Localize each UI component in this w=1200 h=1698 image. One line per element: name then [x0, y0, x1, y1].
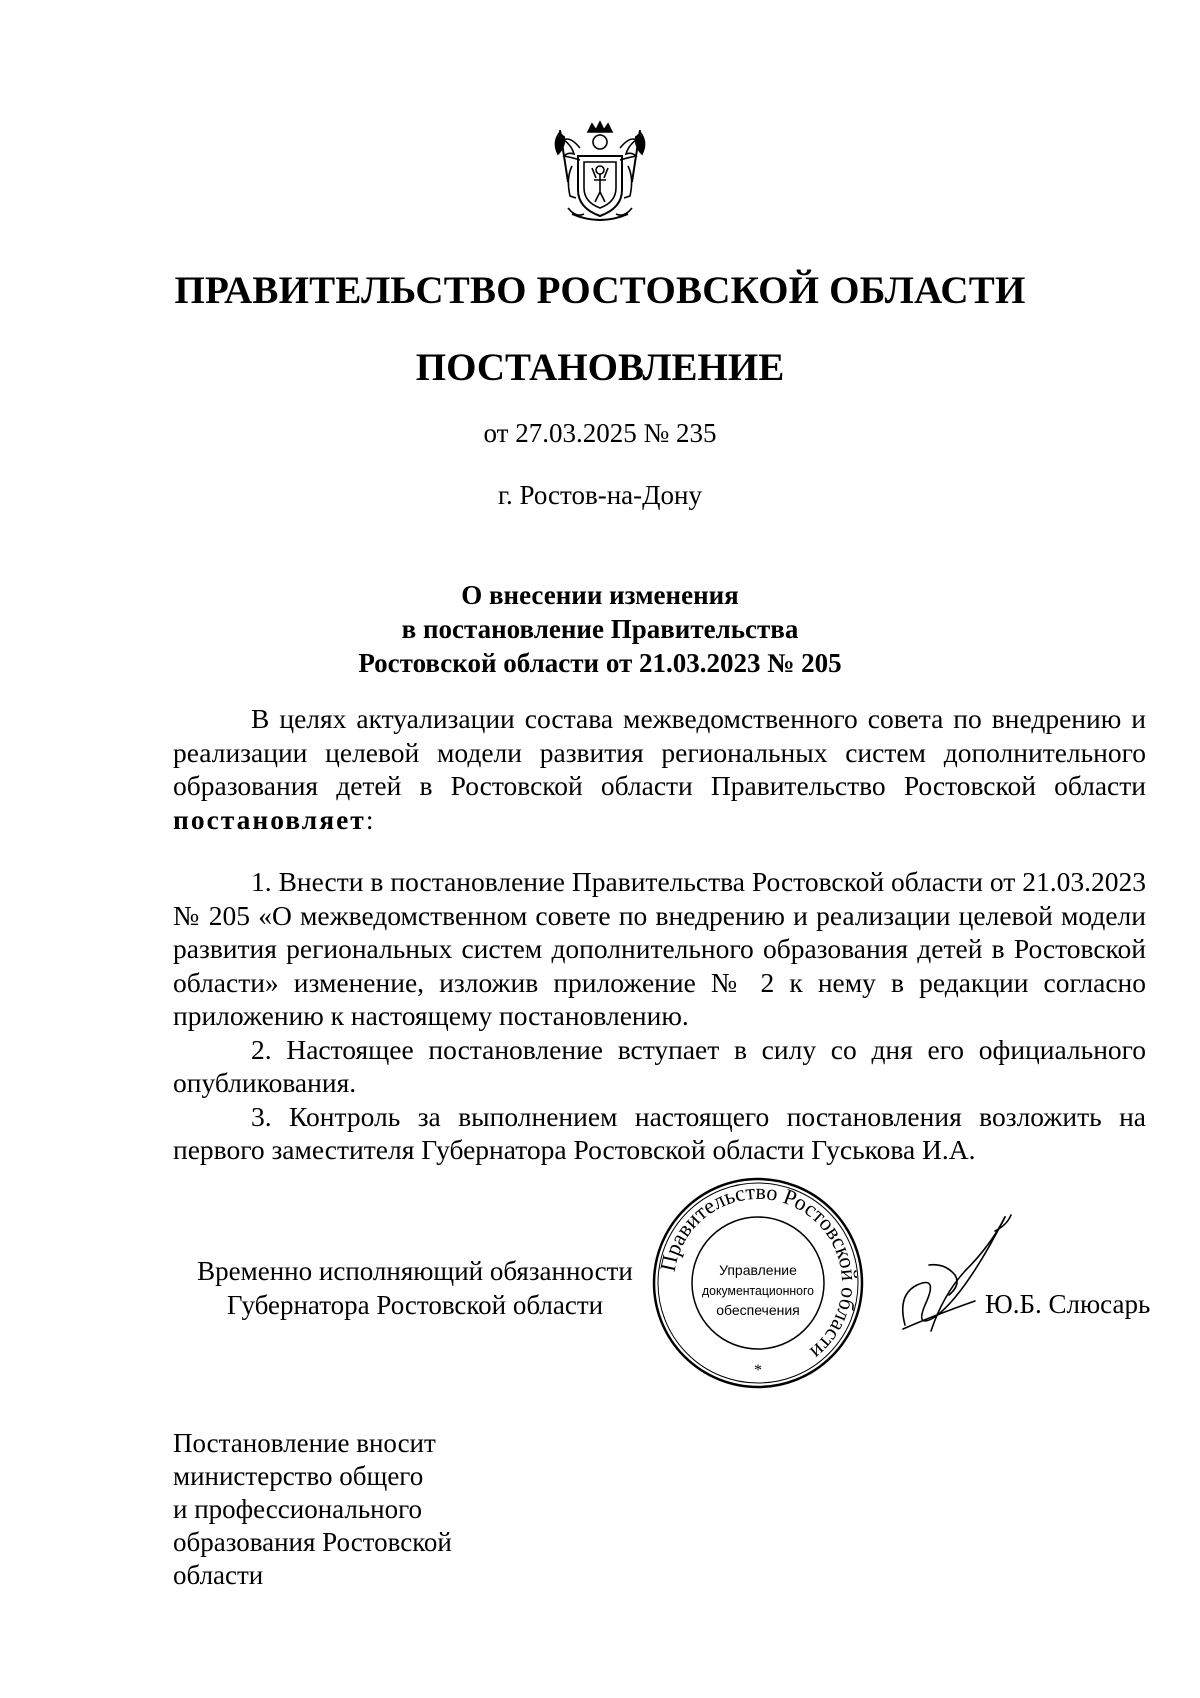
seal-inner-line: Управление	[719, 1262, 797, 1278]
submitter-line: образования Ростовской	[173, 1527, 452, 1557]
seal-star: *	[754, 1362, 762, 1379]
document-date: 27.03.2025	[515, 418, 637, 448]
handwritten-signature-icon	[895, 1205, 1015, 1345]
document-city: г. Ростов-на-Дону	[497, 480, 702, 510]
signatory-name: Ю.Б. Слюсарь	[985, 1289, 1151, 1319]
subject-line: в постановление Правительства	[401, 614, 799, 644]
subject-line: Ростовской области от 21.03.2023 № 205	[358, 648, 842, 678]
submitter-line: и профессионального	[173, 1494, 423, 1524]
preamble-text: В целях актуализации состава межведомственного совета по внедрению и реализации целевой модели развития региональных систем дополнительного образования детей в Ростовской области Правительство Ростовской области	[173, 703, 1146, 801]
organization-title: ПРАВИТЕЛЬСТВО РОСТОВСКОЙ ОБЛАСТИ	[174, 269, 1026, 312]
resolution-item: 1. Внести в постановление Правительства Ростовской области от 21.03.2023 № 205 «О межведомственном совете по внедрению и реализации целевой модели развития региональных систем дополнительного образования детей в Ростовской области» изменение, изложив приложение № 2 к нему в редакции согласно приложению к настоящему постановлению.	[173, 866, 1146, 1031]
number-sign: №	[636, 418, 676, 448]
preamble-paragraph	[173, 702, 1146, 836]
subject-line: О внесении изменения	[461, 580, 739, 610]
preamble-suffix: :	[365, 803, 374, 835]
document-type: ПОСТАНОВЛЕНИЕ	[415, 346, 785, 389]
submitter-note	[173, 1427, 452, 1592]
resolution-item: 3. Контроль за выполнением настоящего постановления возложить на первого заместителя Губернатора Ростовской области Гуськова И.А.	[173, 1100, 1146, 1165]
decision-word: постановляет	[173, 803, 366, 835]
document-subject	[0, 578, 1200, 680]
date-prefix: от	[483, 418, 516, 448]
position-line: Губернатора Ростовской области	[226, 1290, 604, 1320]
position-line: Временно исполняющий обязанности	[197, 1256, 633, 1286]
submitter-line: области	[173, 1560, 264, 1590]
submitter-line: Постановление вносит	[173, 1428, 436, 1458]
submitter-line: министерство общего	[173, 1461, 424, 1491]
resolution-items	[173, 865, 1146, 1167]
resolution-item: 2. Настоящее постановление вступает в силу со дня его официального опубликования.	[173, 1033, 1146, 1098]
seal-inner-line: документационного	[702, 1283, 814, 1298]
seal-ring-text: Правительство Ростовской области	[654, 1178, 863, 1366]
coat-of-arms-icon	[550, 118, 650, 228]
signatory-position	[180, 1254, 650, 1322]
document-date-number	[0, 418, 1200, 449]
official-seal	[650, 1175, 866, 1391]
seal-inner-line: обеспечения	[716, 1302, 800, 1318]
document-number: 235	[675, 418, 717, 448]
